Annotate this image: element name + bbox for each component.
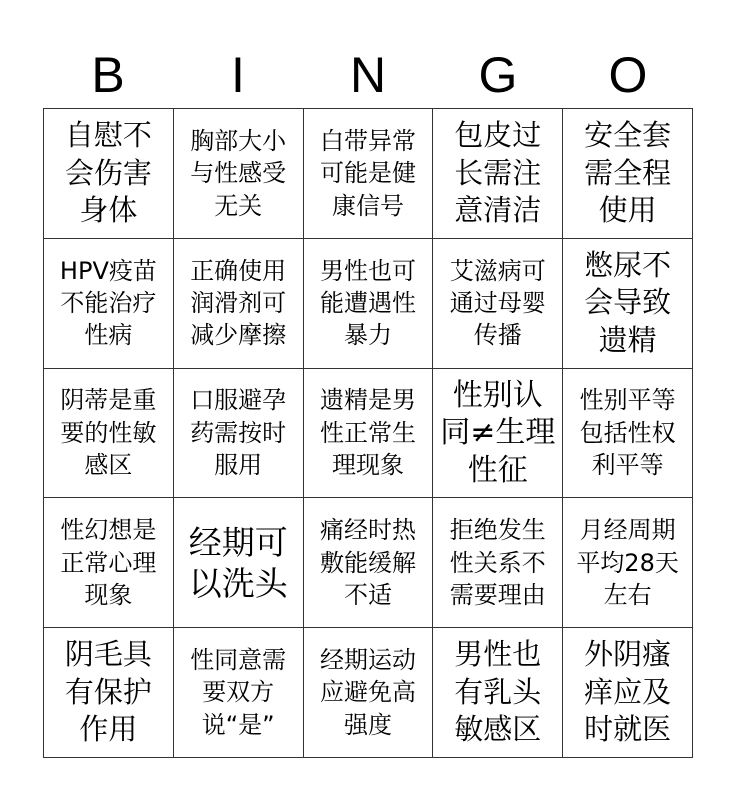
cell-text: 男性也可能遭遇性暴力 bbox=[319, 256, 416, 350]
bingo-cell[interactable] bbox=[563, 498, 693, 628]
bingo-cell[interactable] bbox=[304, 498, 434, 628]
bingo-cell[interactable] bbox=[563, 109, 693, 239]
bingo-cell[interactable] bbox=[174, 498, 304, 628]
bingo-cell[interactable] bbox=[433, 498, 563, 628]
bingo-cell[interactable] bbox=[433, 239, 563, 369]
bingo-cell[interactable] bbox=[563, 628, 693, 758]
header-letter-b: B bbox=[91, 47, 125, 103]
bingo-cell[interactable] bbox=[433, 109, 563, 239]
bingo-cell[interactable] bbox=[174, 369, 304, 499]
cell-text: 性别平等包括性权利平等 bbox=[579, 386, 676, 480]
cell-text: 自慰不会伤害身体 bbox=[64, 117, 152, 228]
cell-text: 经期运动应避免高强度 bbox=[319, 646, 416, 739]
bingo-cell[interactable] bbox=[174, 628, 304, 758]
bingo-cell[interactable] bbox=[304, 369, 434, 499]
cell-text: HPV疫苗不能治疗性病 bbox=[59, 256, 157, 350]
bingo-cell[interactable] bbox=[174, 109, 304, 239]
bingo-cell[interactable] bbox=[304, 239, 434, 369]
bingo-cell[interactable] bbox=[433, 369, 563, 499]
bingo-cell[interactable] bbox=[44, 109, 174, 239]
cell-text: 性同意需要双方说“是” bbox=[190, 646, 287, 739]
cell-text: 憋尿不会导致遗精 bbox=[584, 247, 672, 358]
cell-text: 安全套需全程使用 bbox=[584, 117, 672, 228]
cell-text: 月经周期平均28天左右 bbox=[576, 516, 679, 609]
cell-text: 正确使用润滑剂可减少摩擦 bbox=[190, 256, 287, 350]
bingo-header bbox=[43, 44, 693, 106]
bingo-cell[interactable] bbox=[44, 369, 174, 499]
bingo-cell[interactable] bbox=[304, 628, 434, 758]
cell-text: 遗精是男性正常生理现象 bbox=[319, 386, 416, 480]
bingo-cell[interactable] bbox=[563, 369, 693, 499]
cell-text: 阴蒂是重要的性敏感区 bbox=[60, 386, 157, 480]
cell-text: 外阴瘙痒应及时就医 bbox=[584, 637, 672, 747]
cell-text: 性别认同≠生理性征 bbox=[440, 377, 556, 488]
header-letter-n: N bbox=[349, 47, 387, 103]
cell-text: 胸部大小与性感受无关 bbox=[190, 126, 287, 220]
cell-text: 痛经时热敷能缓解不适 bbox=[319, 516, 416, 609]
cell-text: 包皮过长需注意清洁 bbox=[454, 117, 542, 228]
bingo-cell[interactable] bbox=[433, 628, 563, 758]
cell-text: 阴毛具有保护作用 bbox=[64, 637, 152, 747]
bingo-cell[interactable] bbox=[563, 239, 693, 369]
bingo-cell[interactable] bbox=[44, 498, 174, 628]
bingo-card bbox=[43, 108, 693, 758]
bingo-cell[interactable] bbox=[44, 239, 174, 369]
cell-text: 经期可以洗头 bbox=[188, 522, 288, 603]
cell-text: 拒绝发生性关系不需要理由 bbox=[449, 516, 546, 609]
cell-text: 口服避孕药需按时服用 bbox=[190, 386, 287, 480]
header-letter-g: G bbox=[478, 47, 518, 103]
bingo-cell[interactable] bbox=[304, 109, 434, 239]
cell-text: 男性也有乳头敏感区 bbox=[454, 637, 542, 747]
cell-text: 性幻想是正常心理现象 bbox=[60, 516, 157, 609]
header-letter-o: O bbox=[608, 47, 648, 103]
header-letter-i: I bbox=[231, 47, 245, 103]
cell-text: 艾滋病可通过母婴传播 bbox=[449, 256, 546, 350]
cell-text: 白带异常可能是健康信号 bbox=[319, 126, 416, 220]
bingo-cell[interactable] bbox=[174, 239, 304, 369]
bingo-cell[interactable] bbox=[44, 628, 174, 758]
